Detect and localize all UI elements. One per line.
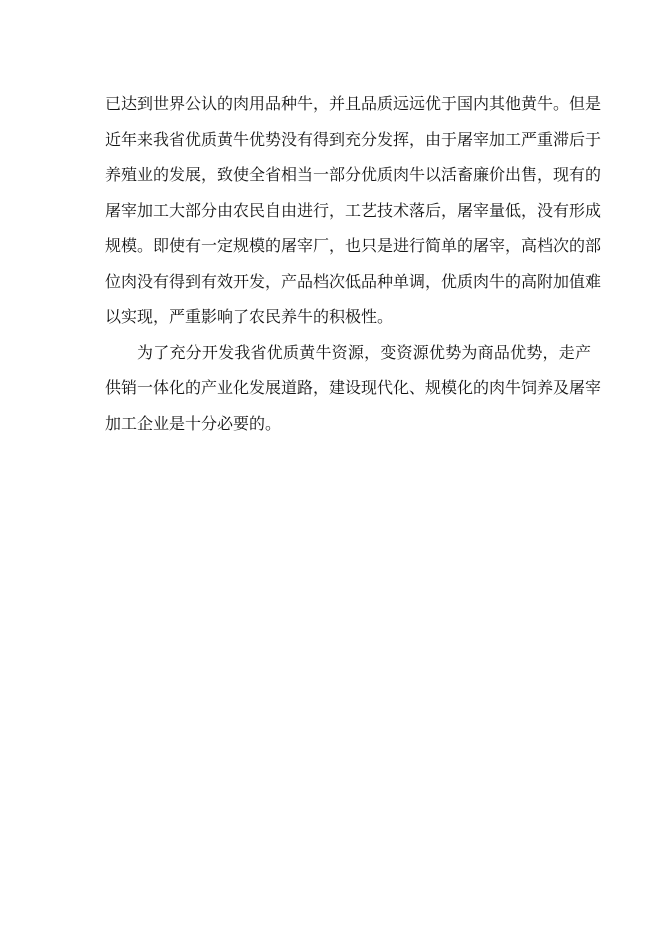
paragraph-line: 近年来我省优质黄牛优势没有得到充分发挥，由于屠宰加工严重滞后于	[105, 129, 602, 149]
body-text	[105, 86, 602, 441]
paragraph-line: 供销一体化的产业化发展道路，建设现代化、规模化的肉牛饲养及屠宰	[105, 378, 602, 397]
paragraph-line: 为了充分开发我省优质黄牛资源，变资源优势为商品优势，走产	[137, 342, 591, 362]
paragraph-line: 加工企业是十分必要的。	[105, 413, 282, 433]
paragraph-line: 位肉没有得到有效开发，产品档次低品种单调，优质肉牛的高附加值难	[105, 271, 602, 291]
paragraph-line: 已达到世界公认的肉用品种牛，并且品质远远优于国内其他黄牛。但是	[105, 94, 602, 113]
paragraph-line: 以实现，严重影响了农民养牛的积极性。	[105, 307, 394, 326]
paragraph-line: 养殖业的发展，致使全省相当一部分优质肉牛以活畜廉价出售，现有的	[105, 165, 602, 184]
paragraph-1	[105, 86, 602, 335]
paragraph-line: 规模。即使有一定规模的屠宰厂，也只是进行简单的屠宰，高档次的部	[105, 236, 602, 255]
paragraph-2	[105, 335, 602, 442]
paragraph-line: 屠宰加工大部分由农民自由进行，工艺技术落后，屠宰量低，没有形成	[105, 200, 602, 220]
